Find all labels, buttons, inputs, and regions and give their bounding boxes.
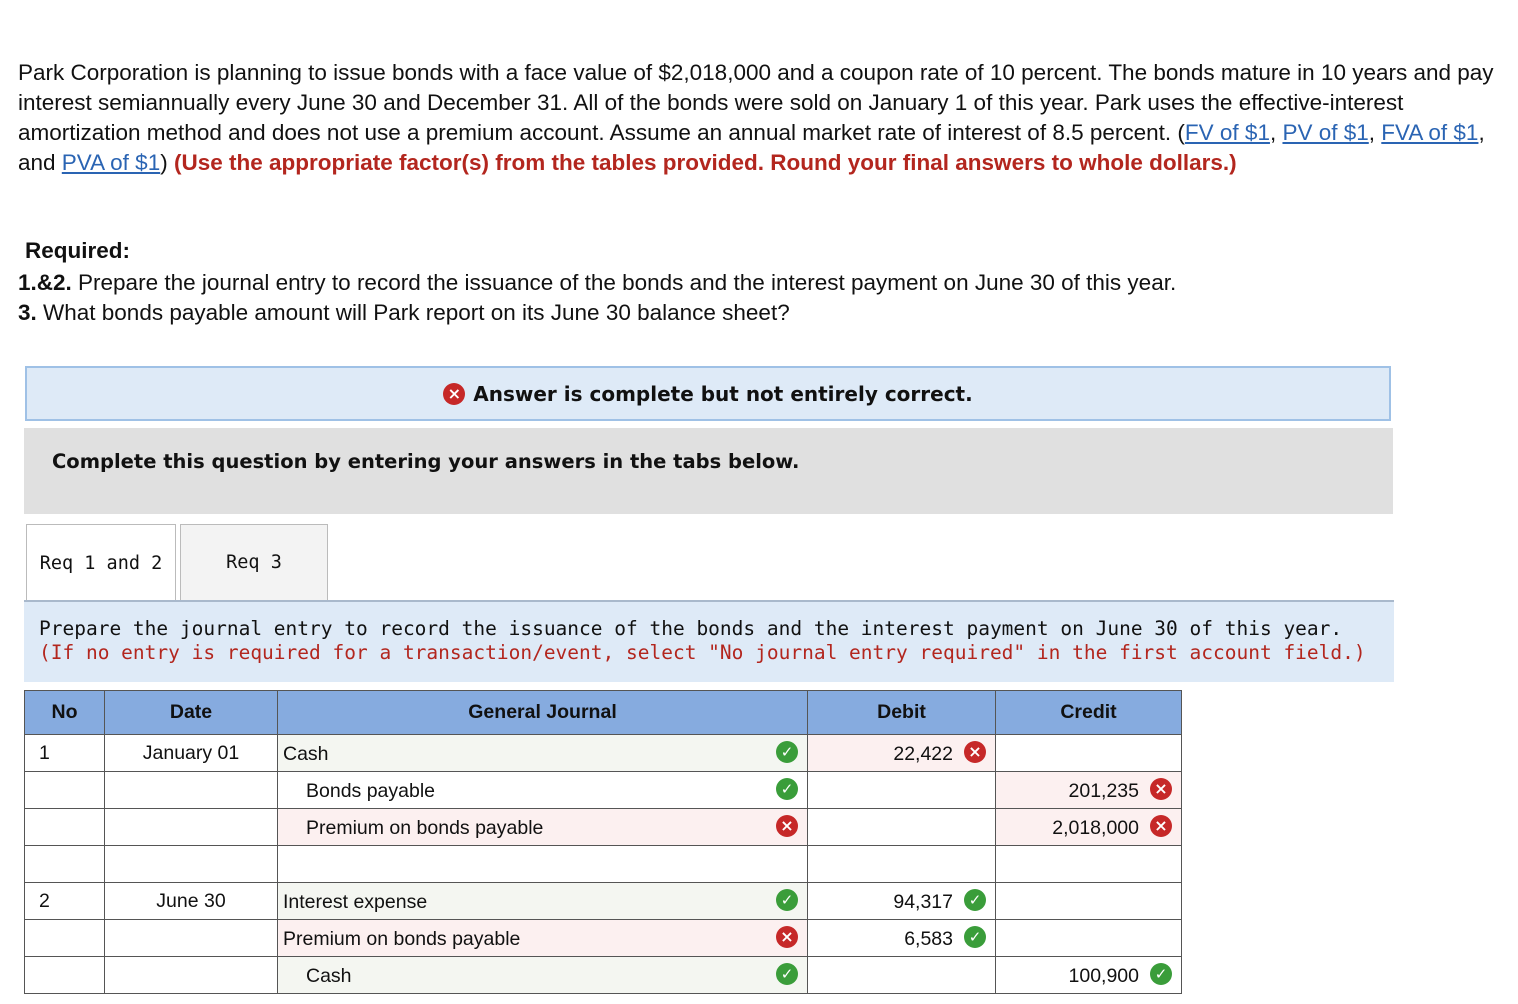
- table-row: [25, 883, 1182, 920]
- journal-table: [24, 690, 1182, 994]
- account-name: Bonds payable: [306, 780, 436, 802]
- credit-amount: 2,018,000: [1052, 817, 1139, 839]
- tab-req-3[interactable]: Req 3: [180, 524, 328, 601]
- separator: , and: [18, 120, 1485, 175]
- entry-no: [25, 846, 105, 883]
- pv-link[interactable]: PV of $1: [1282, 120, 1369, 145]
- credit-cell[interactable]: [996, 772, 1182, 809]
- debit-cell[interactable]: [808, 809, 996, 846]
- debit-amount: 22,422: [893, 743, 953, 765]
- required-heading: Required:: [25, 238, 131, 263]
- required-item-3: [18, 298, 1176, 328]
- account-cell[interactable]: [278, 920, 808, 957]
- account-cell[interactable]: [278, 809, 808, 846]
- fv-link[interactable]: FV of $1: [1184, 120, 1270, 145]
- credit-cell[interactable]: [996, 846, 1182, 883]
- entry-date[interactable]: January 01: [105, 735, 278, 772]
- required-item-label: 1.&2.: [18, 270, 72, 295]
- separator: ,: [1269, 120, 1283, 145]
- debit-amount: 6,583: [904, 928, 953, 950]
- entry-no: 2: [25, 883, 105, 920]
- entry-date[interactable]: [105, 772, 278, 809]
- account-name: Premium on bonds payable: [283, 928, 521, 950]
- table-row: [25, 957, 1182, 994]
- entry-date[interactable]: [105, 920, 278, 957]
- required-item-text: Prepare the journal entry to record the issuance of the bonds and the interest payment on June 30 of this year.: [71, 270, 1177, 295]
- required-item-label: 3.: [18, 300, 37, 325]
- account-name: Cash: [306, 965, 352, 987]
- tab-instruction: [24, 602, 1394, 682]
- problem-instruction: (Use the appropriate factor(s) from the tables provided. Round your final answers to whole dollars.): [167, 150, 1237, 175]
- entry-date[interactable]: [105, 809, 278, 846]
- check-circle-icon: ✓: [1150, 963, 1172, 985]
- credit-cell[interactable]: [996, 883, 1182, 920]
- separator: ): [160, 150, 168, 175]
- required-list: [18, 268, 1176, 328]
- entry-date[interactable]: [105, 957, 278, 994]
- banner-text: Answer is complete but not entirely correct.: [473, 381, 973, 406]
- account-cell[interactable]: [278, 735, 808, 772]
- table-row: [25, 920, 1182, 957]
- account-cell[interactable]: [278, 957, 808, 994]
- table-row: [25, 809, 1182, 846]
- debit-cell[interactable]: [808, 772, 996, 809]
- entry-no: [25, 957, 105, 994]
- debit-cell[interactable]: [808, 957, 996, 994]
- header-date: Date: [105, 691, 278, 735]
- credit-cell[interactable]: [996, 957, 1182, 994]
- check-circle-icon: ✓: [964, 889, 986, 911]
- answer-status-banner: [25, 366, 1391, 421]
- check-circle-icon: ✓: [776, 889, 798, 911]
- instructions-box: [24, 428, 1393, 514]
- credit-amount: 201,235: [1068, 780, 1139, 802]
- debit-amount: 94,317: [893, 891, 953, 913]
- separator: ,: [1368, 120, 1382, 145]
- entry-no: 1: [25, 735, 105, 772]
- x-circle-icon: ×: [776, 815, 798, 837]
- header-debit: Debit: [808, 691, 996, 735]
- debit-cell[interactable]: [808, 883, 996, 920]
- header-credit: Credit: [996, 691, 1182, 735]
- entry-date[interactable]: [105, 846, 278, 883]
- tab-req-1-and-2[interactable]: Req 1 and 2: [26, 524, 176, 602]
- fva-link[interactable]: FVA of $1: [1381, 120, 1479, 145]
- check-circle-icon: ✓: [964, 926, 986, 948]
- debit-cell[interactable]: [808, 920, 996, 957]
- x-circle-icon: ×: [964, 741, 986, 763]
- pva-link[interactable]: PVA of $1: [61, 150, 161, 175]
- header-no: No: [25, 691, 105, 735]
- x-circle-icon: ×: [1150, 778, 1172, 800]
- x-circle-icon: ×: [443, 383, 465, 405]
- credit-cell[interactable]: [996, 920, 1182, 957]
- account-name: Premium on bonds payable: [306, 817, 544, 839]
- account-name: Interest expense: [283, 891, 428, 913]
- entry-no: [25, 920, 105, 957]
- x-circle-icon: ×: [1150, 815, 1172, 837]
- x-circle-icon: ×: [776, 926, 798, 948]
- check-circle-icon: ✓: [776, 963, 798, 985]
- entry-no: [25, 809, 105, 846]
- credit-cell[interactable]: [996, 809, 1182, 846]
- problem-text: Park Corporation is planning to issue bonds with a face value of $2,018,000 and a coupon rate of 10 percent. The bonds mature in 10 years and pay interest semiannually every June 30 and December 31. All of the bonds were sold on January 1 of this year. Park uses the effective-interest amortization method and does not use a premium account. Assume an annual market rate of interest of 8.5 percent. (: [18, 60, 1494, 145]
- credit-cell[interactable]: [996, 735, 1182, 772]
- account-name: Cash: [283, 743, 329, 765]
- check-circle-icon: ✓: [776, 741, 798, 763]
- check-circle-icon: ✓: [776, 778, 798, 800]
- entry-date[interactable]: June 30: [105, 883, 278, 920]
- required-item-text: What bonds payable amount will Park report on its June 30 balance sheet?: [36, 300, 790, 325]
- header-general-journal: General Journal: [278, 691, 808, 735]
- journal-header-row: [25, 691, 1182, 735]
- problem-statement: [18, 58, 1508, 178]
- tab-instruction-text: Prepare the journal entry to record the issuance of the bonds and the interest payment on June 30 of this year.: [39, 617, 1343, 640]
- account-cell[interactable]: [278, 846, 808, 883]
- table-row: [25, 846, 1182, 883]
- tab-instruction-hint: (If no entry is required for a transaction/event, select "No journal entry required" in the first account field.): [39, 641, 1366, 664]
- table-row: [25, 735, 1182, 772]
- account-cell[interactable]: [278, 772, 808, 809]
- debit-cell[interactable]: [808, 735, 996, 772]
- credit-amount: 100,900: [1068, 965, 1139, 987]
- debit-cell[interactable]: [808, 846, 996, 883]
- instructions-text: Complete this question by entering your answers in the tabs below.: [52, 450, 800, 473]
- account-cell[interactable]: [278, 883, 808, 920]
- table-row: [25, 772, 1182, 809]
- entry-no: [25, 772, 105, 809]
- required-item-1: [18, 268, 1176, 298]
